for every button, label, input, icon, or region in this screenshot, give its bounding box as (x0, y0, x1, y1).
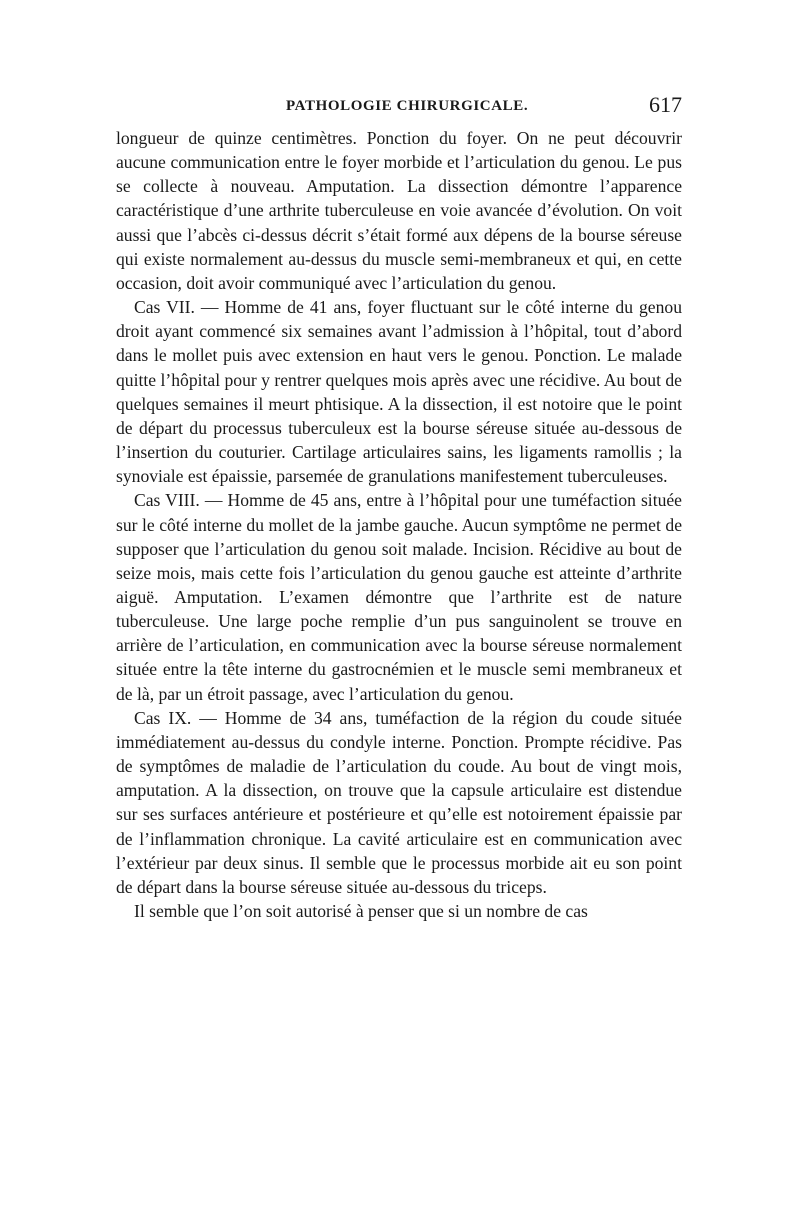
body-text (116, 126, 682, 923)
paragraph-cas-ix: Cas IX. — Homme de 34 ans, tuméfaction de la région du coude située immédiatement au-dessus du condyle interne. Ponction. Prompte récidive. Pas de symptômes de maladie de l’articulation du coude. Au bout de vingt mois, amputation. A la dissection, on trouve que la capsule articulaire est distendue sur ses surfaces antérieure et postérieure et qu’elle est notoirement épaissie par de l’inflammation chronique. La cavité articulaire est en communication avec l’extérieur par deux sinus. Il semble que le processus morbide ait eu son point de départ dans la bourse séreuse située au-dessous du triceps. (116, 707, 682, 897)
paragraph-cas-viii: Cas VIII. — Homme de 45 ans, entre à l’hôpital pour une tuméfaction située sur le côté interne du mollet de la jambe gauche. Aucun symptôme ne permet de supposer que l’articulation du genou soit malade. Incision. Récidive au bout de seize mois, mais cette fois l’articulation du genou gauche est atteinte d’arthrite aiguë. Amputation. L’examen démontre que l’arthrite est de nature tuberculeuse. Une large poche remplie d’un pus sanguinolent se trouve en arrière de l’articulation, en communication avec la bourse séreuse normalement située entre la tête interne du gastrocnémien et le muscle semi membraneux et de là, par un étroit passage, avec l’articulation du genou. (116, 490, 682, 704)
paragraph-continuation: longueur de quinze centimètres. Ponction du foyer. On ne peut découvrir aucune communication entre le foyer morbide et l’articulation du genou. Le pus se collecte à nouveau. Amputation. La dissection démontre l’apparence caractéristique d’une arthrite tuberculeuse en voie avancée d’évolution. On voit aussi que l’abcès ci-dessus décrit s’était formé aux dépens de la bourse séreuse qui existe normalement au-dessus du muscle semi-membraneux et qui, en cette occasion, doit avoir communiqué avec l’articulation du genou. (116, 128, 682, 293)
paragraph-conclusion: Il semble que l’on soit autorisé à penser que si un nombre de cas (134, 901, 588, 921)
page-number: 617 (649, 92, 682, 117)
running-head (116, 92, 682, 118)
paragraph-cas-vii: Cas VII. — Homme de 41 ans, foyer fluctuant sur le côté interne du genou droit ayant commencé six semaines avant l’admission à l’hôpital, tout d’abord dans le mollet puis avec extension en haut vers le genou. Ponction. Le malade quitte l’hôpital pour y rentrer quelques mois après avec une récidive. Au bout de quelques semaines il meurt phtisique. A la dissection, il est notoire que le point de départ du processus tuberculeux est la bourse séreuse située au-dessous de l’insertion du couturier. Cartilage articulaires sains, les ligaments ramollis ; la synoviale est épaissie, parsemée de granulations manifestement tuberculeuses. (116, 297, 682, 487)
running-title: PATHOLOGIE CHIRURGICALE. (286, 98, 529, 114)
